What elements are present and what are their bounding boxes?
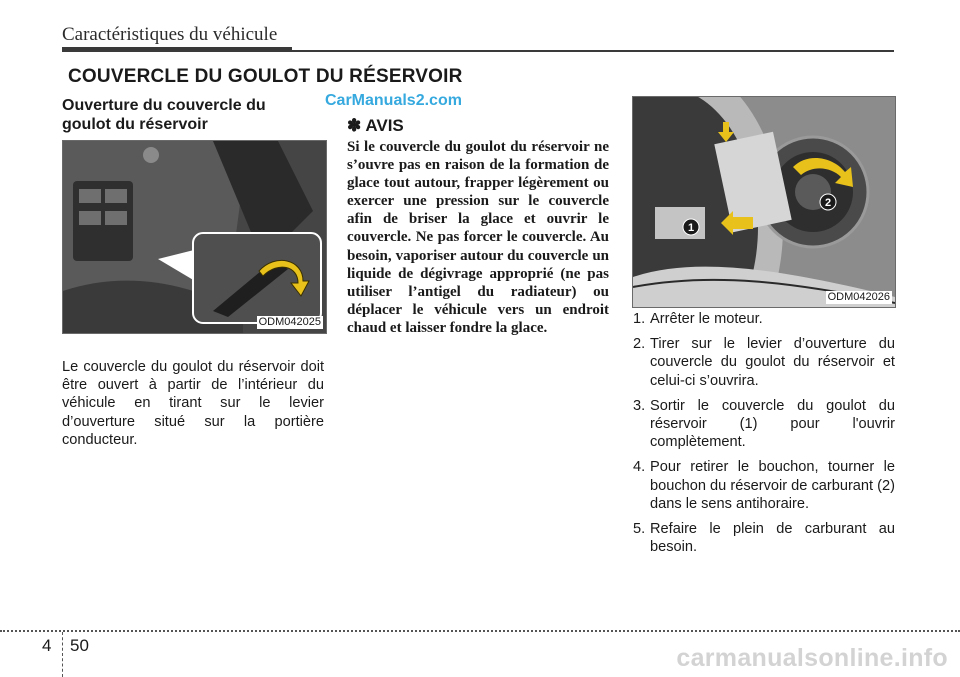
step-text: Arrêter le moteur. (650, 311, 763, 327)
footer-rule (0, 630, 960, 632)
step-number: 4. (633, 459, 646, 476)
notice-heading (347, 116, 404, 136)
watermark-bottom[interactable]: carmanualsonline.info (676, 644, 948, 672)
step-number: 2. (633, 336, 646, 353)
fuel-cap-illustration (633, 97, 895, 307)
running-header: Caractéristiques du véhicule (62, 24, 278, 45)
step-number: 3. (633, 397, 646, 414)
section-title: COUVERCLE DU GOULOT DU RÉSERVOIR (68, 66, 463, 87)
step-text: Sortir le couvercle du goulot du réservoir (1) pour l'ouvrir complètement. (650, 397, 895, 451)
notice-symbol-icon: ✽ (347, 116, 362, 135)
watermark-top[interactable]: CarManuals2.com (325, 92, 462, 109)
chapter-number: 4 (42, 636, 52, 655)
step-item (633, 310, 895, 328)
page-number: 50 (70, 636, 89, 655)
fuel-cap-photo (632, 96, 896, 308)
marker-1: 1 (687, 222, 695, 234)
notice-paragraph: Si le couvercle du goulot du réservoir ne s’ouvre pas en raison de la formation de glace tout autour, frapper légèrement ou exercer une pression sur le couvercle afin de briser la glace et ouvrir le couvercle. Ne pas forcer le couvercle. Au besoin, vaporiser autour du couvercle un liquide de dégivrage approprié (ne pas utiliser l’antigel du radiateur) ou déplacer le véhicule vers un endroit chaud et laisser fondre la glace. (347, 139, 609, 336)
marker-2: 2 (824, 197, 832, 209)
step-item (633, 335, 895, 390)
step-item (633, 458, 895, 513)
step-text: Tirer sur le levier d’ouverture du couvercle du goulot du réservoir et celui-ci s’ouvrira. (650, 336, 895, 389)
figure-caption-left: ODM042025 (258, 316, 321, 328)
notice-label: AVIS (365, 116, 404, 135)
figure-caption-right: ODM042026 (827, 291, 890, 303)
step-item (633, 520, 895, 556)
header-rule-thick (62, 47, 292, 52)
step-number: 5. (633, 521, 646, 538)
intro-paragraph: Le couvercle du goulot du réservoir doit être ouvert à partir de l’intérieur du véhicule en tirant sur le levier d’ouverture situé sur la portière conducteur. (62, 359, 324, 448)
sub-heading: Ouverture du couvercle du goulot du réservoir (62, 97, 266, 133)
door-lever-photo (62, 140, 327, 334)
footer-divider (62, 632, 63, 677)
step-item (633, 397, 895, 452)
header-rule-thin (292, 50, 894, 52)
door-panel-illustration (63, 141, 326, 333)
step-text: Pour retirer le bouchon, tourner le bouchon du réservoir de carburant (2) dans le sens antihoraire. (650, 459, 895, 512)
steps-list (633, 310, 895, 563)
step-text: Refaire le plein de carburant au besoin. (650, 521, 895, 556)
step-number: 1. (633, 311, 646, 327)
